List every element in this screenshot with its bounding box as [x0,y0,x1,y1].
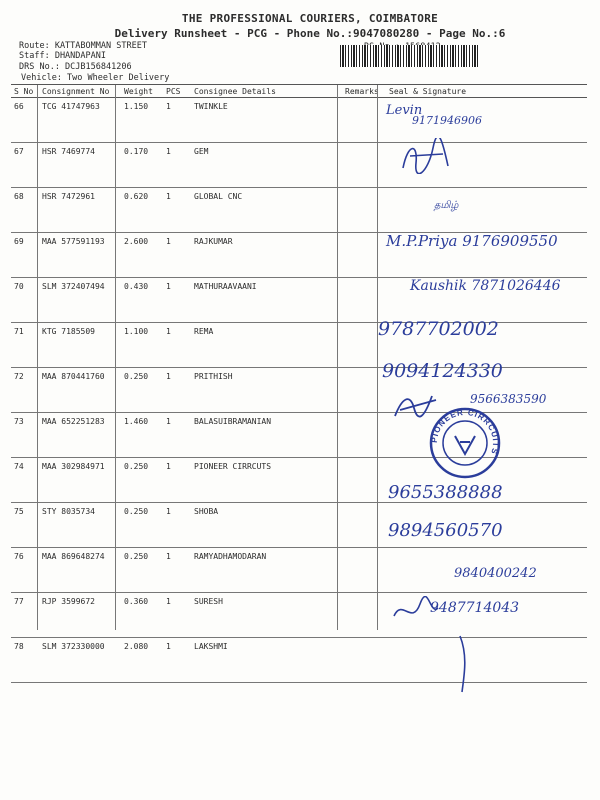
col-signature: Seal & Signature [386,85,587,98]
cell-consignment-no: STY 8035734 [39,503,121,548]
cell-remarks [342,188,386,233]
signature-78-scribble [390,596,500,696]
cell-weight: 0.250 [121,458,163,503]
signature-72: 9094124330 [382,360,503,382]
cell-weight: 0.620 [121,188,163,233]
cell-weight: 2.080 [121,638,163,683]
cell-consignment-no: MAA 652251283 [39,413,121,458]
col-divider [337,85,338,630]
cell-sno: 72 [11,368,39,413]
cell-sno: 68 [11,188,39,233]
cell-sno: 77 [11,593,39,638]
cell-sno: 74 [11,458,39,503]
cell-consignee: TWINKLE [191,98,342,143]
signature-71: 9787702002 [378,318,499,340]
table-header-row [11,85,587,98]
signature-77: 9840400242 [454,566,537,581]
table-row [11,143,587,188]
cell-pcs: 1 [163,548,191,593]
cell-consignee: BALASUIBRAMANIAN [191,413,342,458]
cell-sno: 71 [11,323,39,368]
cell-consignment-no: RJP 3599672 [39,593,121,638]
cell-consignee: RAJKUMAR [191,233,342,278]
col-divider [37,85,38,630]
cell-remarks [342,503,386,548]
col-remarks: Remarks [342,85,386,98]
runsheet-table [11,85,587,683]
cell-weight: 1.100 [121,323,163,368]
cell-consignment-no: MAA 869648274 [39,548,121,593]
cell-weight: 0.250 [121,548,163,593]
cell-remarks [342,548,386,593]
pioneer-circuits-stamp [428,406,502,480]
cell-weight: 0.250 [121,503,163,548]
cell-remarks [342,458,386,503]
signature-75: 9655388888 [388,482,503,503]
table-row [11,188,587,233]
cell-consignee: SURESH [191,593,342,638]
runsheet-subtitle: Delivery Runsheet - PCG - Phone No.:9047080280 - Page No.:6 [114,27,506,40]
cell-consignment-no: TCG 41747963 [39,98,121,143]
cell-pcs: 1 [163,638,191,683]
signature-68: தமிழ் [434,200,459,211]
cell-consignee: GLOBAL CNC [191,188,342,233]
drs-label: DRS No.: DCJB156841206 [19,62,132,72]
signature-69: M.P.Priya 9176909550 [386,232,558,250]
cell-remarks [342,638,386,683]
cell-consignee: LAKSHMI [191,638,342,683]
cell-sno: 66 [11,98,39,143]
cell-pcs: 1 [163,323,191,368]
cell-consignee: PRITHISH [191,368,342,413]
col-divider [115,85,116,630]
cell-weight: 0.250 [121,368,163,413]
cell-consignee: REMA [191,323,342,368]
col-weight: Weight [121,85,163,98]
cell-consignment-no: HSR 7472961 [39,188,121,233]
cell-remarks [342,98,386,143]
staff-label: Staff: DHANDAPANI [19,51,106,61]
cell-signature [386,188,587,233]
signature-78: 9487714043 [430,600,520,616]
cell-weight: 2.600 [121,233,163,278]
col-consignment: Consignment No [39,85,121,98]
cell-consignee: MATHURAAVAANI [191,278,342,323]
cell-remarks [342,278,386,323]
col-consignee: Consignee Details [191,85,342,98]
cell-sno: 70 [11,278,39,323]
signature-70: Kaushik 7871026446 [410,278,561,294]
cell-sno: 67 [11,143,39,188]
signature-66: Levin [386,103,423,118]
cell-sno: 75 [11,503,39,548]
cell-consignment-no: KTG 7185509 [39,323,121,368]
cell-remarks [342,143,386,188]
cell-consignee: RAMYADHAMODARAN [191,548,342,593]
cell-sno: 78 [11,638,39,683]
svg-text:PIONEER CIRRCUITS: PIONEER CIRRCUITS [429,407,501,456]
col-divider [377,85,378,630]
cell-pcs: 1 [163,278,191,323]
cell-pcs: 1 [163,143,191,188]
cell-consignment-no: MAA 870441760 [39,368,121,413]
cell-weight: 0.170 [121,143,163,188]
cell-pcs: 1 [163,233,191,278]
cell-pcs: 1 [163,458,191,503]
cell-remarks [342,593,386,638]
col-pcs: PCS [163,85,191,98]
cell-consignment-no: HSR 7469774 [39,143,121,188]
cell-weight: 0.430 [121,278,163,323]
col-sno: S No [11,85,39,98]
cell-consignment-no: SLM 372407494 [39,278,121,323]
cell-pcs: 1 [163,593,191,638]
cell-pcs: 1 [163,188,191,233]
cell-pcs: 1 [163,368,191,413]
signature-67-scribble [398,138,458,174]
vehicle-label: Vehicle: Two Wheeler Delivery [21,73,170,83]
signature-73: 9566383590 [470,392,547,406]
cell-sno: 76 [11,548,39,593]
cell-remarks [342,368,386,413]
route-label: Route: KATTABOMMAN STREET [19,41,147,51]
cell-consignment-no: MAA 302984971 [39,458,121,503]
cell-consignee: GEM [191,143,342,188]
cell-pcs: 1 [163,413,191,458]
cell-pcs: 1 [163,503,191,548]
barcode [340,45,480,67]
cell-weight: 1.460 [121,413,163,458]
cell-sno: 69 [11,233,39,278]
table-row [11,638,587,683]
cell-weight: 0.360 [121,593,163,638]
stamp-seal-icon [428,406,502,480]
company-title: THE PROFESSIONAL COURIERS, COIMBATORE [181,12,439,25]
cell-consignee: SHOBA [191,503,342,548]
cell-consignment-no: MAA 577591193 [39,233,121,278]
cell-consignee: PIONEER CIRRCUTS [191,458,342,503]
cell-consignment-no: SLM 372330000 [39,638,121,683]
cell-weight: 1.150 [121,98,163,143]
cell-pcs: 1 [163,98,191,143]
cell-sno: 73 [11,413,39,458]
cell-remarks [342,233,386,278]
cell-remarks [342,413,386,458]
signature-76: 9894560570 [388,520,503,541]
table-row [11,98,587,143]
signature-66-number: 9171946906 [412,114,482,127]
